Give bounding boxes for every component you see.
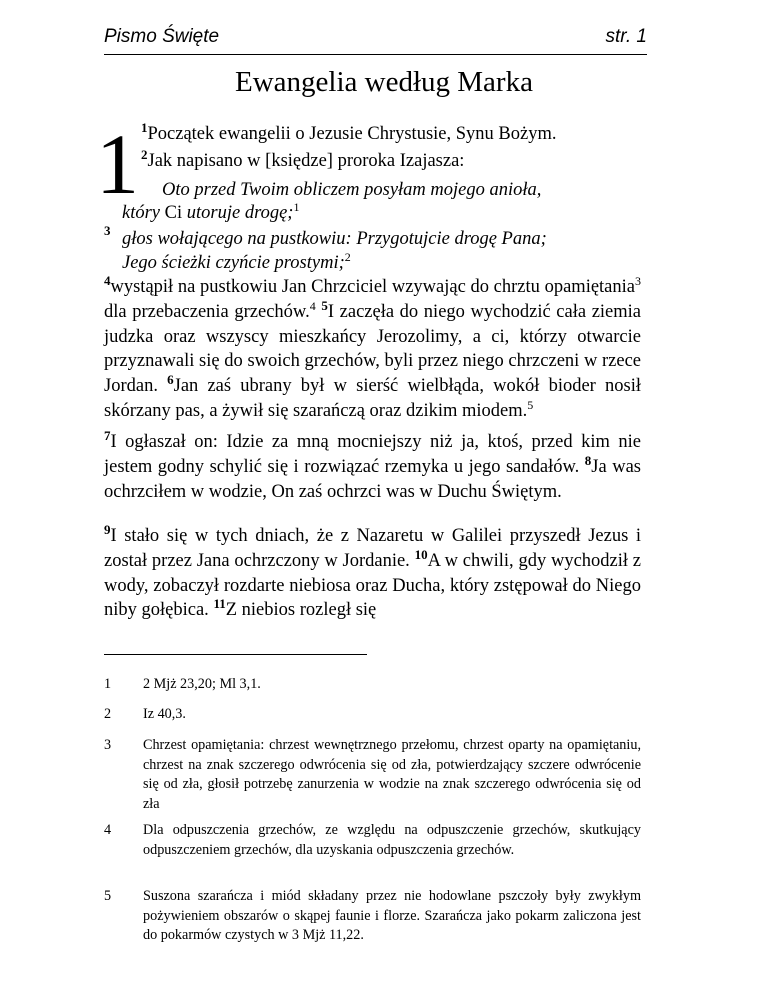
footnote-number: 2 [104, 706, 112, 722]
verse-text: Z niebios rozległ się [225, 600, 377, 621]
verse-number: 2 [141, 146, 148, 162]
paragraph-verses-4-6 [104, 272, 641, 424]
verse-number: 6 [167, 372, 174, 388]
quote-line-1: Oto przed Twoim obliczem posyłam mojego anioła, [162, 180, 542, 200]
footnote-text: Suszona szarańcza i miód składany przez nie hodowlane pszczoły były zwykłym pożywieniem obszarów o skąpej faunie i florze. Szarańcza jako pokarm zaliczona jest do pokarmów czystych w 3 Mjż 11,22. [143, 888, 641, 943]
footnote-number: 1 [104, 676, 112, 692]
footnote-text: 2 Mjż 23,20; Ml 3,1. [143, 676, 261, 692]
verse-text: I ogłaszał on: Idzie za mną mocniejszy niż ja, ktoś, przed kim nie jestem godny schylić się i rozwiązać rzemyka u jego sandałów. [104, 432, 641, 477]
footnote-ref[interactable]: 1 [293, 199, 300, 214]
footnote-ref[interactable]: 2 [344, 249, 351, 264]
verse-number: 3 [104, 222, 111, 238]
verse-text: I stało się w tych dniach, że z Nazaretu w Galilei przyszedł Jezus i został przez Jana ochrzczony w Jordanie. [104, 526, 641, 571]
footnote-text: Dla odpuszczenia grzechów, ze względu na odpuszczenie grzechów, skutkujący odpuszczeniem grzechów, dla uzyskania odpuszczenia grzechów. [143, 822, 641, 858]
verse-number: 10 [414, 546, 428, 562]
running-header [104, 26, 647, 55]
verse-number: 8 [584, 452, 592, 468]
footnote-ref[interactable]: 4 [309, 298, 316, 313]
quote-text: Ci [160, 203, 187, 223]
verse-2 [141, 146, 465, 173]
quote-line-3: głos wołającego na pustkowiu: Przygotujcie drogę Pana; [122, 229, 547, 249]
paragraph-verses-9-11 [104, 521, 641, 623]
verse-text: A w chwili, gdy wychodził z wody, zobaczył rozdarte niebiosa oraz Ducha, który zstępował do Niego niby gołębica. [104, 550, 641, 621]
quote-line-4 [122, 251, 351, 275]
gospel-title: Ewangelia według Marka [235, 66, 533, 98]
quote-text: Jego ścieżki czyńcie prostymi; [122, 253, 345, 273]
header-book-title: Pismo Święte [104, 26, 220, 47]
verse-text: Jan zaś ubrany był w sierść wielbłąda, wokół bioder nosił skórzany pas, a żywił się szarańczą oraz dzikim miodem. [104, 376, 641, 421]
verse-text: Początek ewangelii o Jezusie Chrystusie, Synu Bożym. [147, 124, 557, 144]
footnote-number: 5 [104, 888, 112, 904]
verse-text: Jak napisano w [księdze] proroka Izajasza: [147, 151, 465, 171]
quote-text: utoruje drogę; [186, 203, 294, 223]
quote-text: który [122, 203, 161, 223]
footnote-ref[interactable]: 3 [635, 273, 641, 288]
verse-text: I zaczęła do niego wychodzić cała ziemia judzka oraz wszyscy mieszkańcy Jerozolimy, a ci, którzy otwarcie przyznawali się do swoich grzechów, byli przez niego chrzczeni w rzece Jordan. [104, 301, 641, 397]
quote-line-2 [122, 201, 299, 225]
footnote-number: 4 [104, 822, 112, 838]
paragraph-verses-7-8 [104, 427, 641, 504]
footnote-separator [104, 654, 367, 655]
verse-number: 9 [104, 521, 111, 537]
verse-text: dla przebaczenia grzechów. [104, 301, 310, 322]
verse-number: 11 [213, 596, 226, 612]
footnote-ref[interactable]: 5 [527, 397, 534, 412]
verse-1 [141, 119, 557, 146]
verse-text: Ja was ochrzciłem w wodzie, On zaś ochrzci was w Duchu Świętym. [104, 456, 641, 502]
footnote-text: Iz 40,3. [143, 706, 186, 722]
verse-3 [104, 222, 111, 249]
footnote-number: 3 [104, 737, 112, 753]
header-page-number: str. 1 [605, 26, 647, 47]
verse-number: 7 [104, 427, 111, 443]
verse-number: 1 [141, 119, 148, 135]
footnote-text: Chrzest opamiętania: chrzest wewnętrznego przełomu, chrzest oparty na opamiętaniu, chrzest na znak szczerego odwrócenia się od zła, potwierdzający szczere odwrócenie się od zła, głosił potrzebę zanurzenia w wodzie na znak szczerego odwrócenia się od zła [143, 737, 641, 812]
verse-text: wystąpił na pustkowiu Jan Chrzciciel wzywając do chrztu opamiętania [110, 277, 635, 297]
chapter-number: 1 [96, 116, 139, 212]
verse-number: 4 [104, 272, 111, 288]
verse-number: 5 [321, 297, 328, 313]
